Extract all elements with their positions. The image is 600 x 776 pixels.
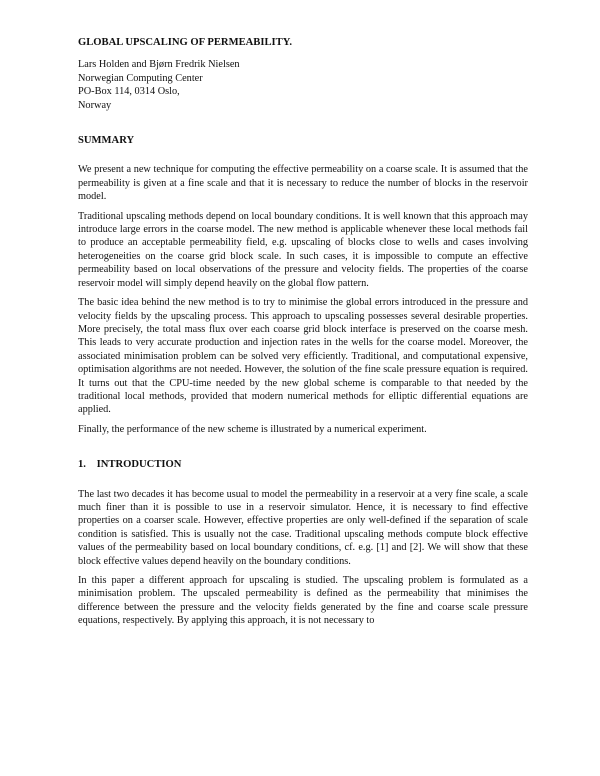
author-names: Lars Holden and Bjørn Fredrik Nielsen <box>78 59 240 71</box>
introduction-paragraph: In this paper a different approach for upscaling is studied. The upscaling problem is formulated as a minimisation problem. The upscaled permeability is defined as the permeability that minimises the difference between the pressure and the velocity fields generated by the fine and coarse scale pressure equations, respectively. By applying this approach, it is not necessary to <box>78 575 528 627</box>
paper-page <box>78 36 528 634</box>
paper-title: GLOBAL UPSCALING OF PERMEABILITY. <box>78 37 293 48</box>
author-address: PO-Box 114, 0314 Oslo, <box>78 86 180 98</box>
summary-section <box>78 134 528 436</box>
introduction-paragraph: The last two decades it has become usual to model the permeability in a reservoir at a very fine scale, a scale much finer than it is possible to use in a reservoir simulator. Hence, it is necessary to find effective properties on a coarser scale. However, effective properties are only well-defined if the separation of scale condition is satisfied. This is usually not the case. Traditional upscaling methods compute block effective values of the permeability based on local boundary conditions, cf. e.g. [1] and [2]. We will show that these block effective values depend heavily on the boundary conditions. <box>78 488 528 567</box>
author-block <box>78 58 528 112</box>
author-country: Norway <box>78 99 112 111</box>
introduction-section <box>78 458 528 627</box>
section-number: 1. <box>78 459 86 471</box>
summary-paragraph: Finally, the performance of the new scheme is illustrated by a numerical experiment. <box>78 423 427 435</box>
summary-paragraph: Traditional upscaling methods depend on local boundary conditions. It is well known that this approach may introduce large errors in the coarse model. The new method is applicable whenever these local methods fail to produce an acceptable permeability field, e.g. upscaling of blocks close to wells and cases involving heterogeneities on the coarse grid block scale. In such cases, it is impossible to compute an effective permeability based on local observations of the pressure and velocity fields. The properties of the coarse reservoir model will simply depend heavily on the global flow pattern. <box>78 210 528 289</box>
section-title: INTRODUCTION <box>96 459 182 471</box>
summary-heading: SUMMARY <box>78 135 135 147</box>
summary-paragraph: The basic idea behind the new method is to try to minimise the global errors introduced in the pressure and velocity fields by the upscaling process. This approach to upscaling possesses several desirable properties. More precisely, the total mass flux over each coarse grid block interface is preserved on the coarse mesh. This leads to very accurate production and injection rates in the wells for the coarse model. Moreover, the associated minimisation problem can be solved very efficiently. Traditional, and computational expensive, optimisation algorithms are not needed. However, the solution of the fine scale pressure equation is required. It turns out that the CPU-time needed by the new global scheme is comparable to that needed by the traditional local methods, provided that modern numerical methods for elliptic differential equations are applied. <box>78 297 528 416</box>
introduction-heading <box>78 458 528 471</box>
author-affiliation: Norwegian Computing Center <box>78 72 203 84</box>
summary-paragraph: We present a new technique for computing the effective permeability on a coarse scale. It is assumed that the permeability is given at a fine scale and that it is necessary to reduce the number of blocks in the reservoir model. <box>78 164 528 203</box>
